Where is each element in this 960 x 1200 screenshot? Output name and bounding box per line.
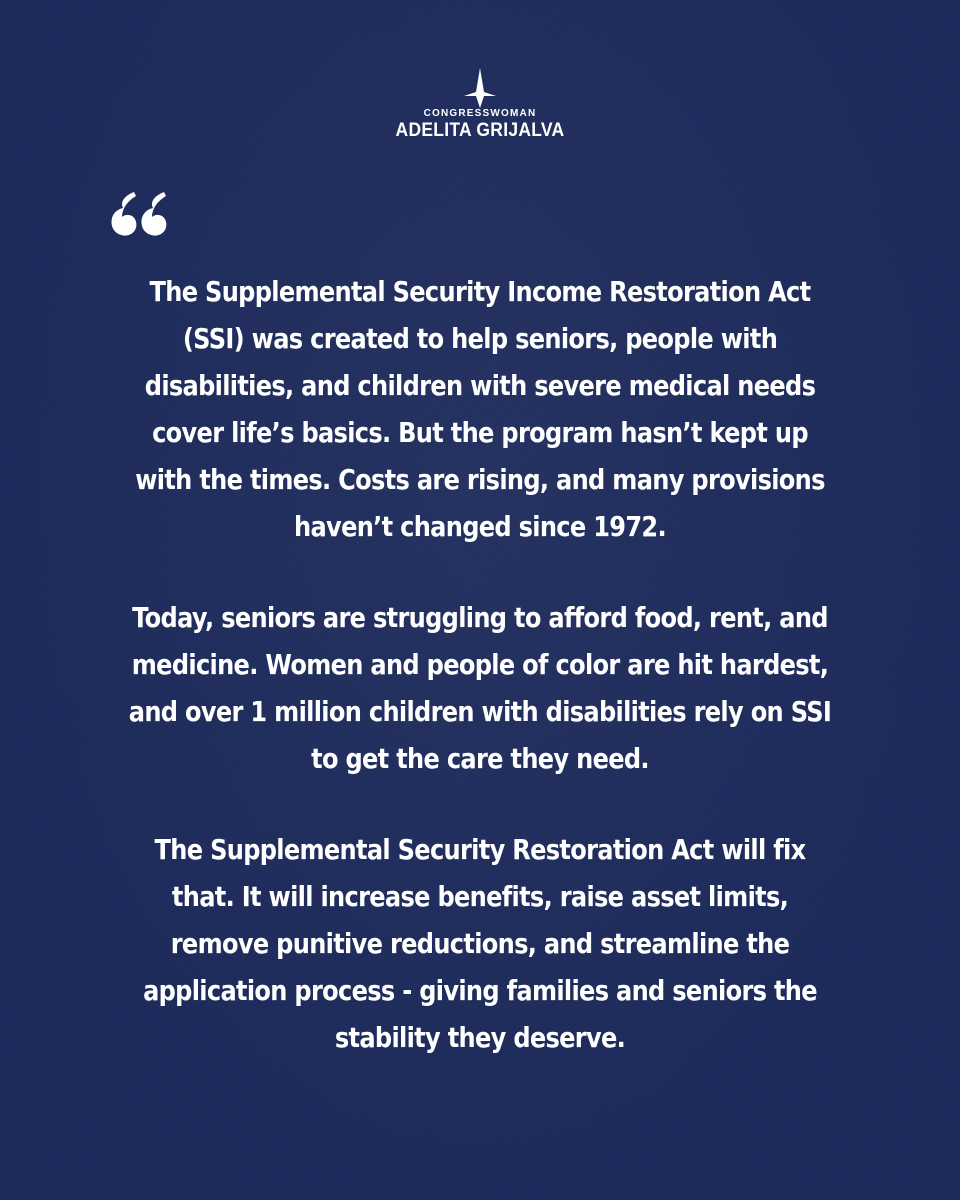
logo-name-line: ADELITA GRIJALVA [395,120,565,141]
congresswoman-logo [0,68,960,142]
quote-body [70,268,890,1105]
quote-paragraph: The Supplemental Security Income Restoration Act (SSI) was created to help seniors, people with disabilities, and children with severe medical needs cover life’s basics. But the program hasn’t kept up with the times. Costs are rising, and many provisions haven’t changed since 1972. [135,275,825,543]
logo-title-line: CONGRESSWOMAN [423,108,537,119]
quote-paragraph: The Supplemental Security Restoration Act will fix that. It will increase benefits, raise asset limits, remove punitive reductions, and streamline the application process - giving families and seniors the stability they deserve. [143,833,817,1054]
quote-paragraph: Today, seniors are struggling to afford food, rent, and medicine. Women and people of color are hit hardest, and over 1 million children with disabilities rely on SSI to get the care they need. [128,601,832,775]
open-quote-icon [110,190,170,238]
star-icon [464,68,496,108]
